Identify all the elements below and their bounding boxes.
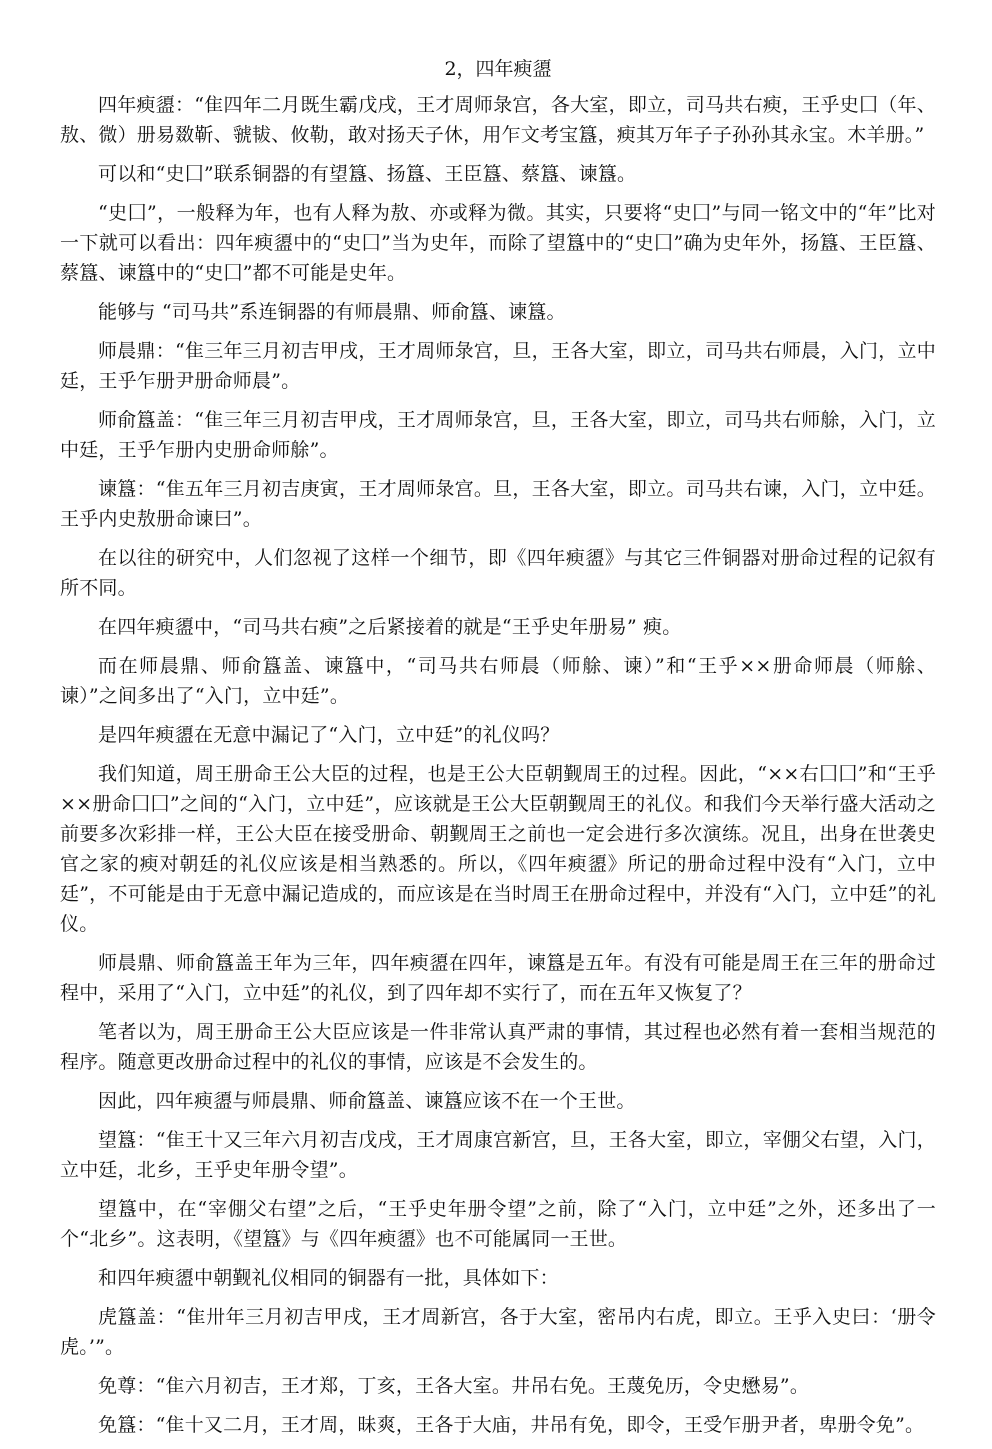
paragraph: 谏簋：“隹五年三月初吉庚寅，王才周师彔宫。旦，王各大室，即立。司马共右谏，入门，立中廷。王乎内史敖册命谏曰”。 <box>60 478 936 530</box>
paragraph: 笔者以为，周王册命王公大臣应该是一件非常认真严肃的事情，其过程也必然有着一套相当规范的程序。随意更改册命过程中的礼仪的事情，应该是不会发生的。 <box>60 1021 936 1073</box>
paragraph: 因此，四年瘐盨与师晨鼎、师俞簋盖、谏簋应该不在一个王世。 <box>98 1090 636 1112</box>
paragraph: 是四年瘐盨在无意中漏记了“入门，立中廷”的礼仪吗？ <box>98 724 560 746</box>
paragraph: 师俞簋盖：“隹三年三月初吉甲戌，王才周师彔宫，旦，王各大室，即立，司马共右师艅，入门，立中廷，王乎乍册内史册命师艅”。 <box>60 409 936 461</box>
paragraph: 可以和“史囗”联系铜器的有望簋、扬簋、王臣簋、蔡簋、谏簋。 <box>98 163 637 185</box>
paragraph: “史囗”，一般释为年，也有人释为敖、亦或释为微。其实，只要将“史囗”与同一铭文中的“年”比对一下就可以看出：四年瘐盨中的“史囗”当为史年，而除了望簋中的“史囗”确为史年外，扬簋、王臣簋、蔡簋、谏簋中的“史囗”都不可能是史年。 <box>60 202 936 284</box>
paragraph: 能够与 “司马共”系连铜器的有师晨鼎、师俞簋、谏簋。 <box>98 301 566 323</box>
paragraph: 免簋：“隹十又二月，王才周，昧爽，王各于大庙，井吊有免，即令，王受乍册尹者，卑册令免”。 <box>98 1414 925 1436</box>
paragraph: 在以往的研究中，人们忽视了这样一个细节，即《四年瘐盨》与其它三件铜器对册命过程的记叙有所不同。 <box>60 547 936 599</box>
paragraph: 望簋中，在“宰倗父右望”之后，“王乎史年册令望”之前，除了“入门，立中廷”之外，还多出了一个“北乡”。这表明，《望簋》与《四年瘐盨》也不可能属同一王世。 <box>60 1198 936 1250</box>
paragraph: 而在师晨鼎、师俞簋盖、谏簋中，“司马共右师晨（师艅、谏）”和“王乎××册命师晨（师艅、谏）”之间多出了“入门，立中廷”。 <box>60 655 936 707</box>
section-title: 2，四年瘐盨 <box>444 58 552 80</box>
paragraph: 师晨鼎：“隹三年三月初吉甲戌，王才周师彔宫，旦，王各大室，即立，司马共右师晨，入门，立中廷，王乎乍册尹册命师晨”。 <box>60 340 936 392</box>
paragraph: 和四年瘐盨中朝觐礼仪相同的铜器有一批，具体如下： <box>98 1267 559 1289</box>
paragraph: 我们知道，周王册命王公大臣的过程，也是王公大臣朝觐周王的过程。因此，“××右囗囗”和“王乎××册命囗囗”之间的“入门，立中廷”，应该就是王公大臣朝觐周王的礼仪。和我们今天举行盛大活动之前要多次彩排一样，王公大臣在接受册命、朝觐周王之前也一定会进行多次演练。况且，出身在世袭史官之家的瘐对朝廷的礼仪应该是相当熟悉的。所以，《四年瘐盨》所记的册命过程中没有“入门，立中廷”，不可能是由于无意中漏记造成的，而应该是在当时周王在册命过程中，并没有“入门，立中廷”的礼仪。 <box>60 763 936 935</box>
paragraph: 虎簋盖：“隹卅年三月初吉甲戌，王才周新宫，各于大室，密吊内右虎，即立。王乎入史曰：‘册令虎。’”。 <box>60 1306 936 1358</box>
document-body <box>60 90 936 1440</box>
paragraph: 在四年瘐盨中，“司马共右瘐”之后紧接着的就是“王乎史年册易” 瘐。 <box>98 616 682 638</box>
document-page <box>60 54 936 1449</box>
paragraph: 望簋：“隹王十又三年六月初吉戊戌，王才周康宫新宫，旦，王各大室，即立，宰倗父右望，入门，立中廷，北乡，王乎史年册令望”。 <box>60 1129 936 1181</box>
paragraph: 免尊：“隹六月初吉，王才郑，丁亥，王各大室。井吊右免。王蔑免历，令史懋易”。 <box>98 1375 810 1397</box>
paragraph: 师晨鼎、师俞簋盖王年为三年，四年瘐盨在四年，谏簋是五年。有没有可能是周王在三年的册命过程中，采用了“入门，立中廷”的礼仪，到了四年却不实行了，而在五年又恢复了？ <box>60 952 936 1004</box>
paragraph: 四年瘐盨：“隹四年二月既生霸戊戌，王才周师彔宫，各大室，即立，司马共右瘐，王乎史囗（年、敖、微）册易敪靳、虢韨、攸勒，敢对扬天子休，用乍文考宝簋，瘐其万年子子孙孙其永宝。木羊册。” <box>60 94 936 146</box>
